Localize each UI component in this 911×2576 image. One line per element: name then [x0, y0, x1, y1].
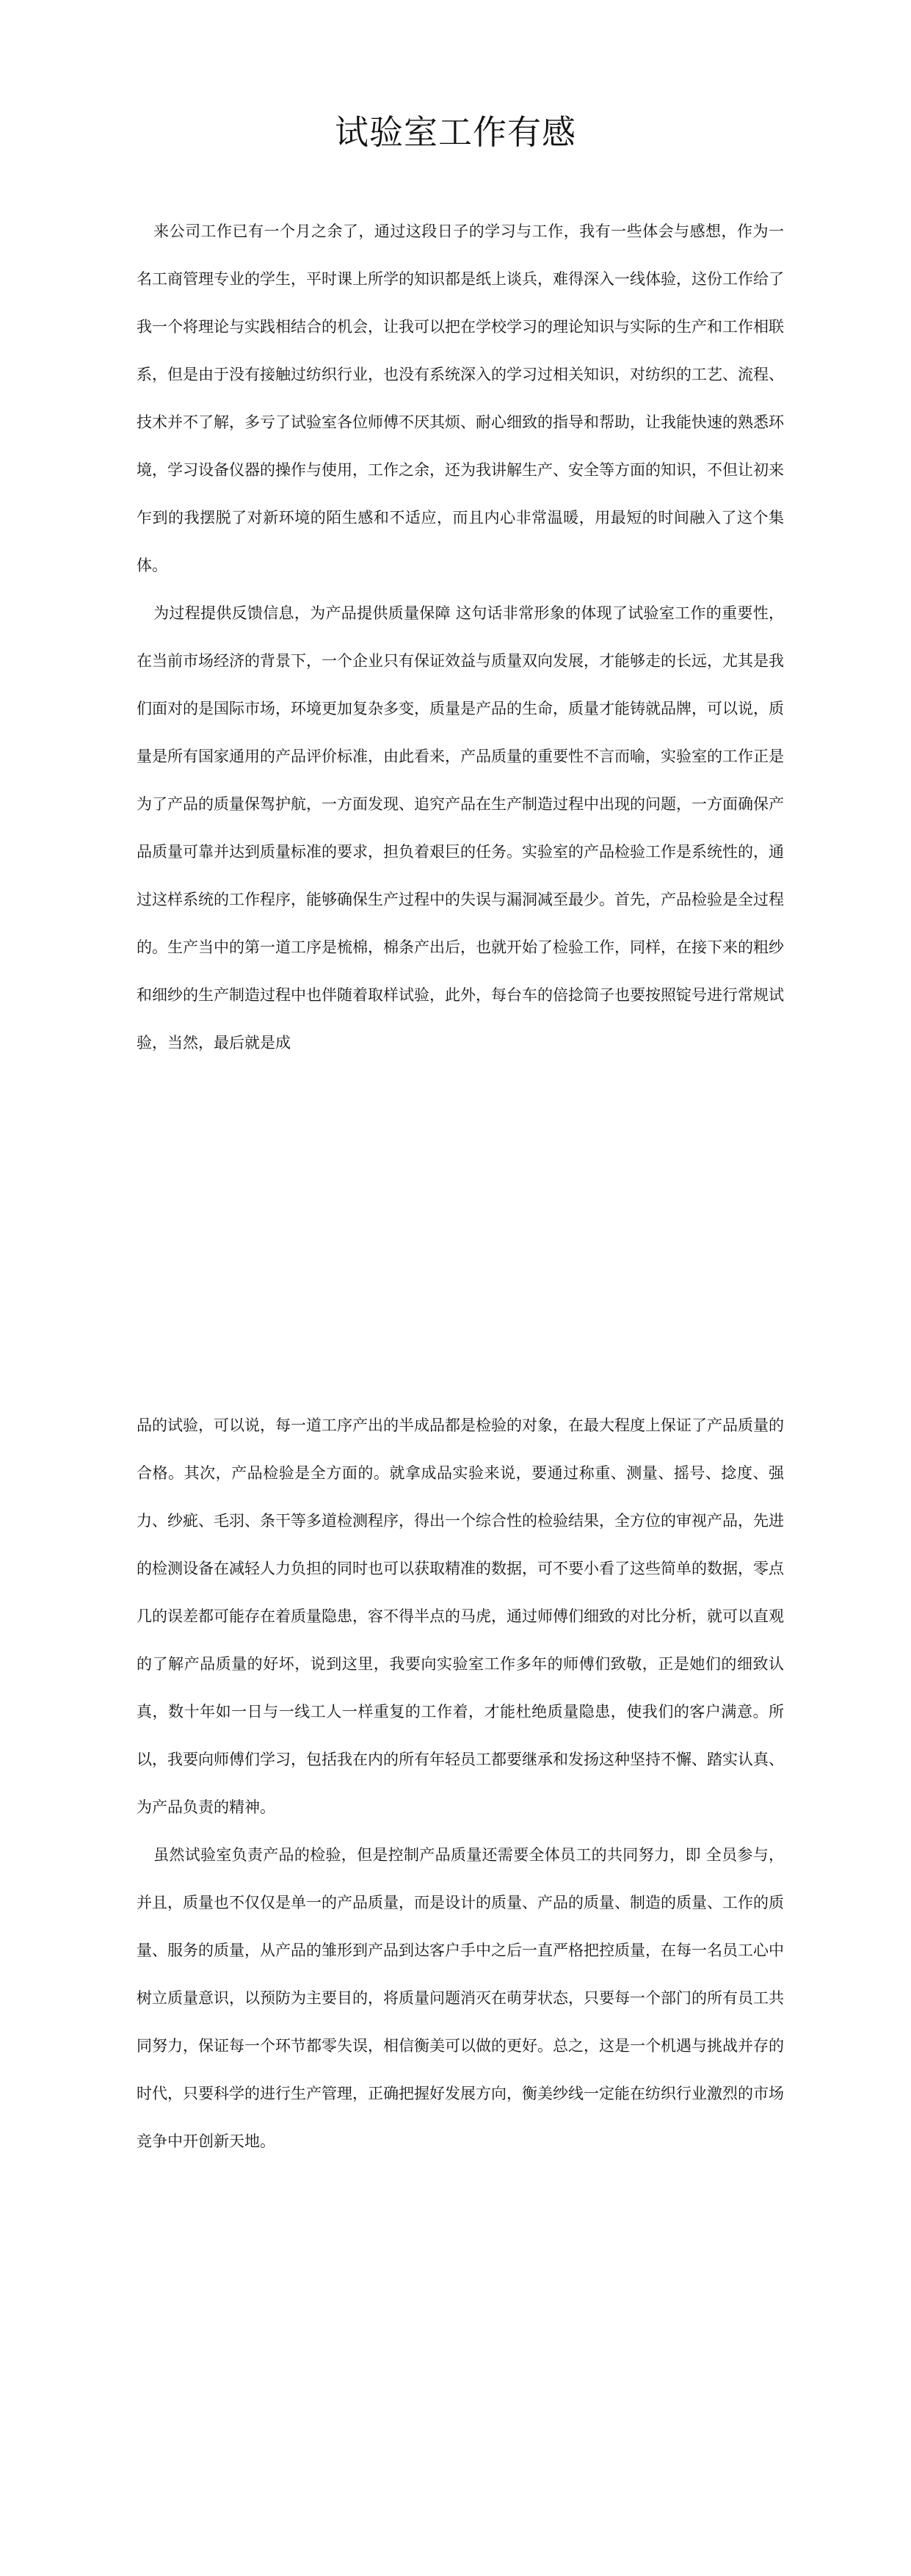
paragraph-intro: 来公司工作已有一个月之余了，通过这段日子的学习与工作，我有一些体会与感想，作为一名工商管理专业的学生，平时课上所学的知识都是纸上谈兵，难得深入一线体验，这份工作给了我一个将理论与实践相结合的机会，让我可以把在学校学习的理论知识与实际的生产和工作相联系，但是由于没有接触过纺织行业，也没有系统深入的学习过相关知识，对纺织的工艺、流程、技术并不了解，多亏了试验室各位师傅不厌其烦、耐心细致的指导和帮助，让我能快速的熟悉环境，学习设备仪器的操作与使用，工作之余，还为我讲解生产、安全等方面的知识，不但让初来乍到的我摆脱了对新环境的陌生感和不适应，而且内心非常温暖，用最短的时间融入了这个集体。: [137, 222, 784, 574]
paragraph-lab-importance-continued: 品的试验，可以说，每一道工序产出的半成品都是检验的对象，在最大程度上保证了产品质量的合格。其次，产品检验是全方面的。就拿成品实验来说，要通过称重、测量、摇号、捻度、强力、纱疵、毛羽、条干等多道检测程序，得出一个综合性的检验结果，全方位的审视产品，先进的检测设备在减轻人力负担的同时也可以获取精准的数据，可不要小看了这些简单的数据，零点几的误差都可能存在着质量隐患，容不得半点的马虎，通过师傅们细致的对比分析，就可以直观的了解产品质量的好坏，说到这里，我要向实验室工作多年的师傅们致敬，正是她们的细致认真，数十年如一日与一线工人一样重复的工作着，才能杜绝质量隐患，使我们的客户满意。所以，我要向师傅们学习，包括我在内的所有年轻员工都要继承和发扬这种坚持不懈、踏实认真、为产品负责的精神。: [137, 1417, 784, 1816]
body-text-lower: [137, 1402, 784, 2166]
body-text-upper: [137, 208, 784, 1067]
paragraph-lab-importance: 为过程提供反馈信息，为产品提供质量保障 这句话非常形象的体现了试验室工作的重要性，在当前市场经济的背景下，一个企业只有保证效益与质量双向发展，才能够走的长远，尤其是我们面对的是国际市场，环境更加复杂多变，质量是产品的生命，质量才能铸就品牌，可以说，质量是所有国家通用的产品评价标准，由此看来，产品质量的重要性不言而喻，实验室的工作正是为了产品的质量保驾护航，一方面发现、追究产品在生产制造过程中出现的问题，一方面确保产品质量可靠并达到质量标准的要求，担负着艰巨的任务。实验室的产品检验工作是系统性的，通过这样系统的工作程序，能够确保生产过程中的失误与漏洞减至最少。首先，产品检验是全过程的。生产当中的第一道工序是梳棉，棉条产出后，也就开始了检验工作，同样，在接下来的粗纱和细纱的生产制造过程中也伴随着取样试验，此外，每台车的倍捻筒子也要按照锭号进行常规试验，当然，最后就是成: [137, 604, 784, 1052]
document-title: 试验室工作有感: [335, 112, 576, 152]
paragraph-quality-conclusion: 虽然试验室负责产品的检验，但是控制产品质量还需要全体员工的共同努力，即 全员参与，并且，质量也不仅仅是单一的产品质量，而是设计的质量、产品的质量、制造的质量、工作的质量、服务的质量，从产品的雏形到产品到达客户手中之后一直严格把控质量，在每一名员工心中树立质量意识，以预防为主要目的，将质量问题消灭在萌芽状态，只要每一个部门的所有员工共同努力，保证每一个环节都零失误，相信衡美可以做的更好。总之，这是一个机遇与挑战并存的时代，只要科学的进行生产管理，正确把握好发展方向，衡美纱线一定能在纺织行业激烈的市场竞争中开创新天地。: [137, 1846, 784, 2150]
